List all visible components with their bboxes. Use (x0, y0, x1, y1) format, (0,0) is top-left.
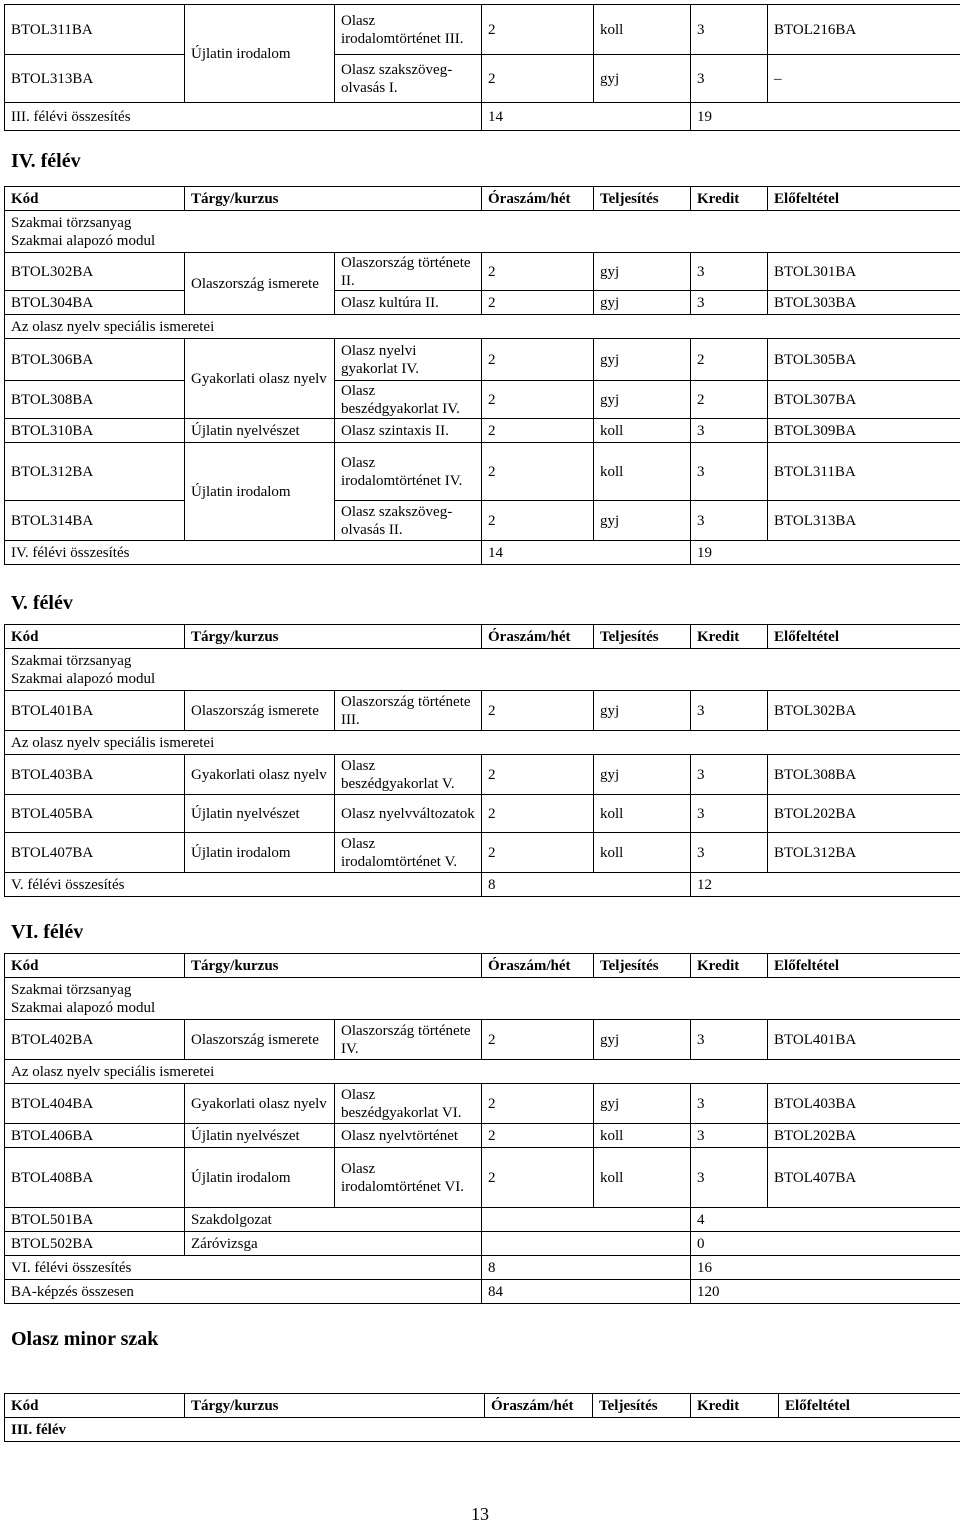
completion: gyj (594, 55, 691, 103)
completion: gyj (594, 381, 691, 419)
col-kod: Kód (5, 187, 185, 211)
col-elofeltetel: Előfeltétel (768, 187, 960, 211)
completion: gyj (594, 501, 691, 541)
course-title: Olasz nyelvváltozatok (335, 795, 482, 833)
course-code: BTOL501BA (5, 1208, 185, 1232)
prerequisite: BTOL312BA (768, 833, 960, 873)
module-name: Újlatin irodalom (185, 1148, 335, 1208)
prerequisite: BTOL301BA (768, 253, 960, 291)
hours: 2 (482, 755, 594, 795)
col-teljesites: Teljesítés (594, 187, 691, 211)
col-teljesites: Teljesítés (594, 954, 691, 978)
col-kod: Kód (5, 954, 185, 978)
course-title: Záróvizsga (185, 1232, 482, 1256)
summary-hours: 8 (482, 873, 691, 897)
course-code: BTOL308BA (5, 381, 185, 419)
credit: 3 (691, 1124, 768, 1148)
col-kod: Kód (5, 625, 185, 649)
hours: 2 (482, 691, 594, 731)
section-label: Szakmai törzsanyag Szakmai alapozó modul (5, 649, 960, 691)
module-name: Olaszország ismerete (185, 691, 335, 731)
course-title: Olasz kultúra II. (335, 291, 482, 315)
completion: koll (594, 795, 691, 833)
col-kredit: Kredit (691, 1394, 779, 1418)
summary-label: V. félévi összesítés (5, 873, 482, 897)
prerequisite: BTOL307BA (768, 381, 960, 419)
completion: koll (594, 5, 691, 55)
hours: 2 (482, 443, 594, 501)
course-code: BTOL405BA (5, 795, 185, 833)
course-title: Olasz beszédgyakorlat VI. (335, 1084, 482, 1124)
col-kredit: Kredit (691, 187, 768, 211)
completion: koll (594, 833, 691, 873)
credit: 3 (691, 5, 768, 55)
semester-title: IV. félév (11, 150, 81, 172)
completion: gyj (594, 339, 691, 381)
minor-table (4, 1393, 960, 1442)
course-title: Olasz irodalomtörténet III. (335, 5, 482, 55)
col-elofeltetel: Előfeltétel (768, 625, 960, 649)
hours: 2 (482, 291, 594, 315)
prerequisite: BTOL407BA (768, 1148, 960, 1208)
hours: 2 (482, 1020, 594, 1060)
course-code: BTOL402BA (5, 1020, 185, 1060)
summary-credit: 16 (691, 1256, 960, 1280)
page-number: 13 (471, 1504, 489, 1524)
credit: 3 (691, 291, 768, 315)
summary-credit: 19 (691, 103, 960, 131)
course-code: BTOL312BA (5, 443, 185, 501)
sem3-table (4, 4, 960, 131)
credit: 2 (691, 339, 768, 381)
hours (482, 1208, 691, 1232)
col-targy: Tárgy/kurzus (185, 625, 482, 649)
summary-label: IV. félévi összesítés (5, 541, 482, 565)
prerequisite: BTOL202BA (768, 1124, 960, 1148)
credit: 3 (691, 55, 768, 103)
course-code: BTOL404BA (5, 1084, 185, 1124)
credit: 3 (691, 833, 768, 873)
module-name: Olaszország ismerete (185, 1020, 335, 1060)
module-name: Újlatin nyelvészet (185, 1124, 335, 1148)
course-title: Olasz szakszöveg-olvasás I. (335, 55, 482, 103)
col-elofeltetel: Előfeltétel (768, 954, 960, 978)
total-credit: 120 (691, 1280, 960, 1304)
summary-label: VI. félévi összesítés (5, 1256, 482, 1280)
summary-hours: 8 (482, 1256, 691, 1280)
completion: gyj (594, 1020, 691, 1060)
course-title: Olasz irodalomtörténet VI. (335, 1148, 482, 1208)
prerequisite: BTOL305BA (768, 339, 960, 381)
hours (482, 1232, 691, 1256)
col-teljesites: Teljesítés (594, 625, 691, 649)
course-title: Olasz irodalomtörténet V. (335, 833, 482, 873)
sem6-table (4, 953, 960, 1304)
course-code: BTOL313BA (5, 55, 185, 103)
completion: gyj (594, 691, 691, 731)
completion: gyj (594, 755, 691, 795)
credit: 3 (691, 795, 768, 833)
credit: 3 (691, 691, 768, 731)
summary-hours: 14 (482, 103, 691, 131)
prerequisite: BTOL401BA (768, 1020, 960, 1060)
course-title: Olasz nyelvi gyakorlat IV. (335, 339, 482, 381)
prerequisite: BTOL216BA (768, 5, 960, 55)
completion: koll (594, 419, 691, 443)
hours: 2 (482, 795, 594, 833)
credit: 3 (691, 419, 768, 443)
section-label: Szakmai törzsanyag Szakmai alapozó modul (5, 211, 960, 253)
completion: koll (594, 1124, 691, 1148)
credit: 0 (691, 1232, 960, 1256)
module-name: Olaszország ismerete (185, 253, 335, 315)
col-elofeltetel: Előfeltétel (779, 1394, 960, 1418)
prerequisite: BTOL308BA (768, 755, 960, 795)
section-label: Az olasz nyelv speciális ismeretei (5, 315, 960, 339)
col-kredit: Kredit (691, 954, 768, 978)
hours: 2 (482, 55, 594, 103)
credit: 3 (691, 755, 768, 795)
course-title: Olasz irodalomtörténet IV. (335, 443, 482, 501)
col-kredit: Kredit (691, 625, 768, 649)
col-targy: Tárgy/kurzus (185, 187, 482, 211)
credit: 4 (691, 1208, 960, 1232)
module-name: Újlatin irodalom (185, 833, 335, 873)
col-targy: Tárgy/kurzus (185, 1394, 485, 1418)
credit: 3 (691, 1084, 768, 1124)
course-code: BTOL403BA (5, 755, 185, 795)
col-oraszam: Óraszám/hét (482, 187, 594, 211)
course-title: Olaszország története II. (335, 253, 482, 291)
module-name: Gyakorlati olasz nyelv (185, 1084, 335, 1124)
hours: 2 (482, 5, 594, 55)
prerequisite: BTOL303BA (768, 291, 960, 315)
module-name: Újlatin nyelvészet (185, 419, 335, 443)
hours: 2 (482, 1148, 594, 1208)
section-label: Az olasz nyelv speciális ismeretei (5, 1060, 960, 1084)
prerequisite: – (768, 55, 960, 103)
credit: 3 (691, 443, 768, 501)
sem4-table (4, 186, 960, 565)
module-name: Újlatin irodalom (185, 443, 335, 541)
hours: 2 (482, 419, 594, 443)
minor-title: Olasz minor szak (11, 1328, 159, 1350)
summary-credit: 19 (691, 541, 960, 565)
hours: 2 (482, 253, 594, 291)
hours: 2 (482, 1084, 594, 1124)
semester-row: III. félév (5, 1418, 960, 1442)
credit: 2 (691, 381, 768, 419)
hours: 2 (482, 339, 594, 381)
prerequisite: BTOL202BA (768, 795, 960, 833)
course-code: BTOL407BA (5, 833, 185, 873)
completion: koll (594, 1148, 691, 1208)
credit: 3 (691, 253, 768, 291)
course-code: BTOL401BA (5, 691, 185, 731)
summary-label: III. félévi összesítés (5, 103, 482, 131)
course-code: BTOL311BA (5, 5, 185, 55)
course-title: Olasz nyelvtörténet (335, 1124, 482, 1148)
course-title: Olasz beszédgyakorlat V. (335, 755, 482, 795)
summary-hours: 14 (482, 541, 691, 565)
completion: gyj (594, 1084, 691, 1124)
credit: 3 (691, 1148, 768, 1208)
prerequisite: BTOL302BA (768, 691, 960, 731)
section-label: Szakmai törzsanyag Szakmai alapozó modul (5, 978, 960, 1020)
module-name: Gyakorlati olasz nyelv (185, 339, 335, 419)
module-name: Újlatin irodalom (185, 5, 335, 103)
col-targy: Tárgy/kurzus (185, 954, 482, 978)
hours: 2 (482, 501, 594, 541)
summary-credit: 12 (691, 873, 960, 897)
course-title: Szakdolgozat (185, 1208, 482, 1232)
col-teljesites: Teljesítés (593, 1394, 691, 1418)
course-code: BTOL502BA (5, 1232, 185, 1256)
col-kod: Kód (5, 1394, 185, 1418)
total-label: BA-képzés összesen (5, 1280, 482, 1304)
completion: gyj (594, 253, 691, 291)
completion: gyj (594, 291, 691, 315)
hours: 2 (482, 1124, 594, 1148)
course-title: Olaszország története III. (335, 691, 482, 731)
credit: 3 (691, 501, 768, 541)
semester-title: VI. félév (11, 921, 84, 943)
prerequisite: BTOL309BA (768, 419, 960, 443)
course-title: Olaszország története IV. (335, 1020, 482, 1060)
course-code: BTOL302BA (5, 253, 185, 291)
total-hours: 84 (482, 1280, 691, 1304)
section-label: Az olasz nyelv speciális ismeretei (5, 731, 960, 755)
course-code: BTOL406BA (5, 1124, 185, 1148)
credit: 3 (691, 1020, 768, 1060)
hours: 2 (482, 833, 594, 873)
hours: 2 (482, 381, 594, 419)
prerequisite: BTOL313BA (768, 501, 960, 541)
col-oraszam: Óraszám/hét (482, 625, 594, 649)
prerequisite: BTOL403BA (768, 1084, 960, 1124)
col-oraszam: Óraszám/hét (482, 954, 594, 978)
course-code: BTOL306BA (5, 339, 185, 381)
course-code: BTOL314BA (5, 501, 185, 541)
course-code: BTOL310BA (5, 419, 185, 443)
sem5-table (4, 624, 960, 897)
col-oraszam: Óraszám/hét (485, 1394, 593, 1418)
course-code: BTOL304BA (5, 291, 185, 315)
prerequisite: BTOL311BA (768, 443, 960, 501)
course-title: Olasz szakszöveg-olvasás II. (335, 501, 482, 541)
course-code: BTOL408BA (5, 1148, 185, 1208)
course-title: Olasz szintaxis II. (335, 419, 482, 443)
semester-title: V. félév (11, 592, 73, 614)
completion: koll (594, 443, 691, 501)
module-name: Gyakorlati olasz nyelv (185, 755, 335, 795)
course-title: Olasz beszédgyakorlat IV. (335, 381, 482, 419)
module-name: Újlatin nyelvészet (185, 795, 335, 833)
